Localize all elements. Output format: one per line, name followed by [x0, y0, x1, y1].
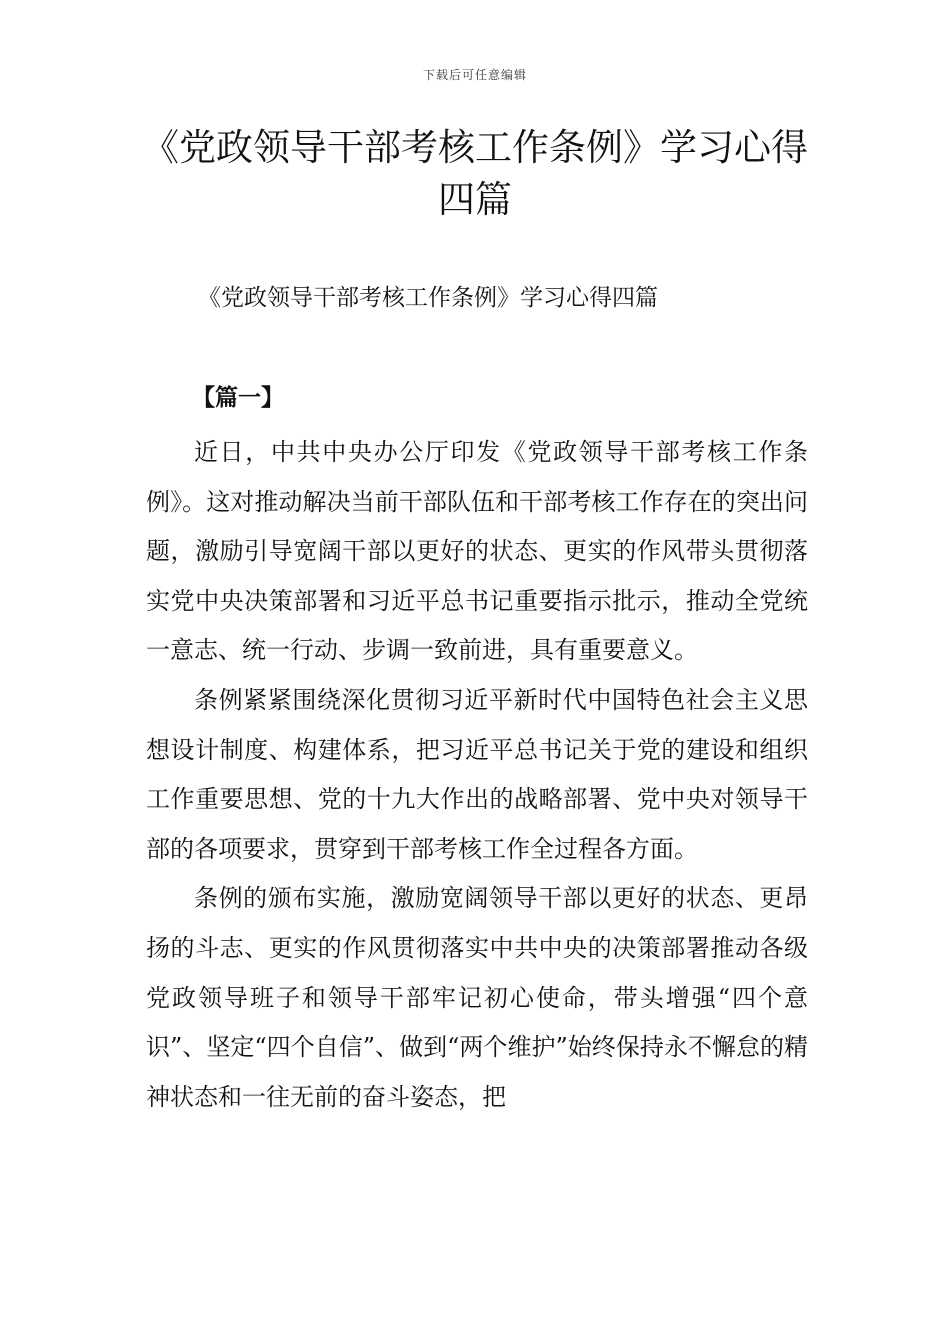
document-title	[140, 122, 810, 226]
document-subtitle: 《党政领导干部考核工作条例》学习心得四篇	[198, 285, 658, 311]
paragraph-3: 条例的颁布实施，激励宽阔领导干部以更好的状态、更昂扬的斗志、更实的作风贯彻落实中共中央的决策部署推动各级党政领导班子和领导干部牢记初心使命，带头增强“四个意识”、坚定“四个自信”、做到“两个维护”始终保持永不懈怠的精神状态和一往无前的奋斗姿态，把	[146, 884, 808, 1111]
title-line-1: 《党政领导干部考核工作条例》学习心得	[142, 126, 808, 169]
title-line-2: 四篇	[438, 178, 512, 221]
paragraph-1: 近日，中共中央办公厅印发《党政领导干部考核工作条例》。这对推动解决当前干部队伍和干部考核工作存在的突出问题，激励引导宽阔干部以更好的状态、更实的作风带头贯彻落实党中央决策部署和习近平总书记重要指示批示，推动全党统一意志、统一行动、步调一致前进，具有重要意义。	[146, 438, 808, 665]
paragraph-2: 条例紧紧围绕深化贯彻习近平新时代中国特色社会主义思想设计制度、构建体系，把习近平总书记关于党的建设和组织工作重要思想、党的十九大作出的战略部署、党中央对领导干部的各项要求，贯穿到干部考核工作全过程各方面。	[146, 685, 808, 863]
section-label: 【篇一】	[192, 384, 284, 411]
body-text	[146, 428, 808, 1122]
header-note: 下载后可任意编辑	[422, 68, 527, 82]
